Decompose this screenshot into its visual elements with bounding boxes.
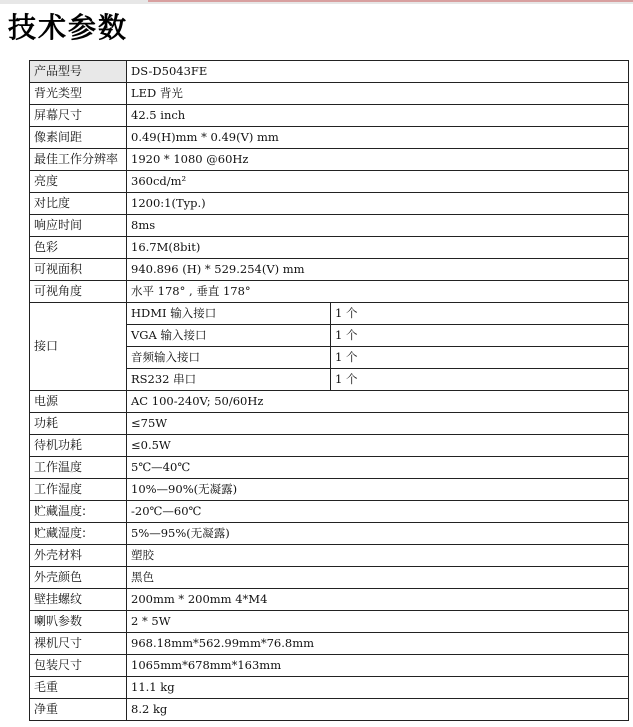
spec-row bbox=[30, 171, 629, 193]
spec-row bbox=[30, 215, 629, 237]
spec-label: 屏幕尺寸 bbox=[30, 105, 127, 127]
spec-label: 贮藏湿度: bbox=[30, 523, 127, 545]
spec-label: 外壳材料 bbox=[30, 545, 127, 567]
spec-row bbox=[30, 259, 629, 281]
spec-value: 16.7M(8bit) bbox=[127, 237, 629, 259]
spec-label: 色彩 bbox=[30, 237, 127, 259]
spec-label: 贮藏温度: bbox=[30, 501, 127, 523]
spec-value: LED 背光 bbox=[127, 83, 629, 105]
spec-row bbox=[30, 501, 629, 523]
spec-label: 可视面积 bbox=[30, 259, 127, 281]
spec-value: 1200:1(Typ.) bbox=[127, 193, 629, 215]
spec-label: 工作湿度 bbox=[30, 479, 127, 501]
spec-row bbox=[30, 677, 629, 699]
spec-row bbox=[30, 611, 629, 633]
spec-value: 42.5 inch bbox=[127, 105, 629, 127]
top-accent-rule bbox=[148, 0, 633, 2]
spec-label: 壁挂螺纹 bbox=[30, 589, 127, 611]
spec-value: 1065mm*678mm*163mm bbox=[127, 655, 629, 677]
spec-label: 对比度 bbox=[30, 193, 127, 215]
interface-row bbox=[30, 303, 629, 325]
spec-value: 2 * 5W bbox=[127, 611, 629, 633]
interface-count: 1 个 bbox=[331, 369, 629, 391]
interface-label: 接口 bbox=[30, 303, 127, 391]
spec-label: 背光类型 bbox=[30, 83, 127, 105]
spec-value: 200mm * 200mm 4*M4 bbox=[127, 589, 629, 611]
spec-row bbox=[30, 105, 629, 127]
spec-label: 电源 bbox=[30, 391, 127, 413]
spec-row bbox=[30, 127, 629, 149]
spec-value: 水平 178° , 垂直 178° bbox=[127, 281, 629, 303]
spec-table bbox=[29, 60, 629, 721]
spec-label: 可视角度 bbox=[30, 281, 127, 303]
spec-label: 裸机尺寸 bbox=[30, 633, 127, 655]
spec-row bbox=[30, 633, 629, 655]
spec-row bbox=[30, 435, 629, 457]
spec-value: 11.1 kg bbox=[127, 677, 629, 699]
spec-value: AC 100-240V; 50/60Hz bbox=[127, 391, 629, 413]
spec-label: 像素间距 bbox=[30, 127, 127, 149]
spec-label: 待机功耗 bbox=[30, 435, 127, 457]
spec-value: 5℃—40℃ bbox=[127, 457, 629, 479]
spec-row bbox=[30, 457, 629, 479]
interface-name: HDMI 输入接口 bbox=[127, 303, 331, 325]
spec-value: 8.2 kg bbox=[127, 699, 629, 721]
interface-name: VGA 输入接口 bbox=[127, 325, 331, 347]
spec-row bbox=[30, 237, 629, 259]
spec-label: 包装尺寸 bbox=[30, 655, 127, 677]
spec-value: 1920 * 1080 @60Hz bbox=[127, 149, 629, 171]
spec-row bbox=[30, 545, 629, 567]
spec-value: 968.18mm*562.99mm*76.8mm bbox=[127, 633, 629, 655]
spec-table-body bbox=[30, 61, 629, 721]
spec-value: 940.896 (H) * 529.254(V) mm bbox=[127, 259, 629, 281]
spec-value: 5%—95%(无凝露) bbox=[127, 523, 629, 545]
interface-name: RS232 串口 bbox=[127, 369, 331, 391]
spec-label: 毛重 bbox=[30, 677, 127, 699]
spec-label: 喇叭参数 bbox=[30, 611, 127, 633]
spec-label: 外壳颜色 bbox=[30, 567, 127, 589]
spec-label: 产品型号 bbox=[30, 61, 127, 83]
spec-value: -20℃—60℃ bbox=[127, 501, 629, 523]
spec-value: 黑色 bbox=[127, 567, 629, 589]
spec-row bbox=[30, 193, 629, 215]
spec-row bbox=[30, 567, 629, 589]
page-title: 技术参数 bbox=[8, 11, 129, 44]
spec-value: 8ms bbox=[127, 215, 629, 237]
interface-name: 音频输入接口 bbox=[127, 347, 331, 369]
spec-label: 亮度 bbox=[30, 171, 127, 193]
interface-count: 1 个 bbox=[331, 347, 629, 369]
spec-row bbox=[30, 61, 629, 83]
interface-count: 1 个 bbox=[331, 325, 629, 347]
spec-row bbox=[30, 391, 629, 413]
spec-row bbox=[30, 479, 629, 501]
spec-label: 功耗 bbox=[30, 413, 127, 435]
spec-label: 最佳工作分辨率 bbox=[30, 149, 127, 171]
spec-label: 工作温度 bbox=[30, 457, 127, 479]
spec-value: 塑胶 bbox=[127, 545, 629, 567]
spec-row bbox=[30, 699, 629, 721]
spec-row bbox=[30, 281, 629, 303]
spec-row bbox=[30, 149, 629, 171]
spec-row bbox=[30, 83, 629, 105]
spec-row bbox=[30, 589, 629, 611]
spec-row bbox=[30, 413, 629, 435]
spec-label: 净重 bbox=[30, 699, 127, 721]
spec-value: DS-D5043FE bbox=[127, 61, 629, 83]
spec-row bbox=[30, 523, 629, 545]
spec-row bbox=[30, 655, 629, 677]
spec-value: ≤75W bbox=[127, 413, 629, 435]
spec-value: ≤0.5W bbox=[127, 435, 629, 457]
interface-count: 1 个 bbox=[331, 303, 629, 325]
spec-value: 0.49(H)mm * 0.49(V) mm bbox=[127, 127, 629, 149]
spec-label: 响应时间 bbox=[30, 215, 127, 237]
spec-value: 360cd/m² bbox=[127, 171, 629, 193]
spec-value: 10%—90%(无凝露) bbox=[127, 479, 629, 501]
